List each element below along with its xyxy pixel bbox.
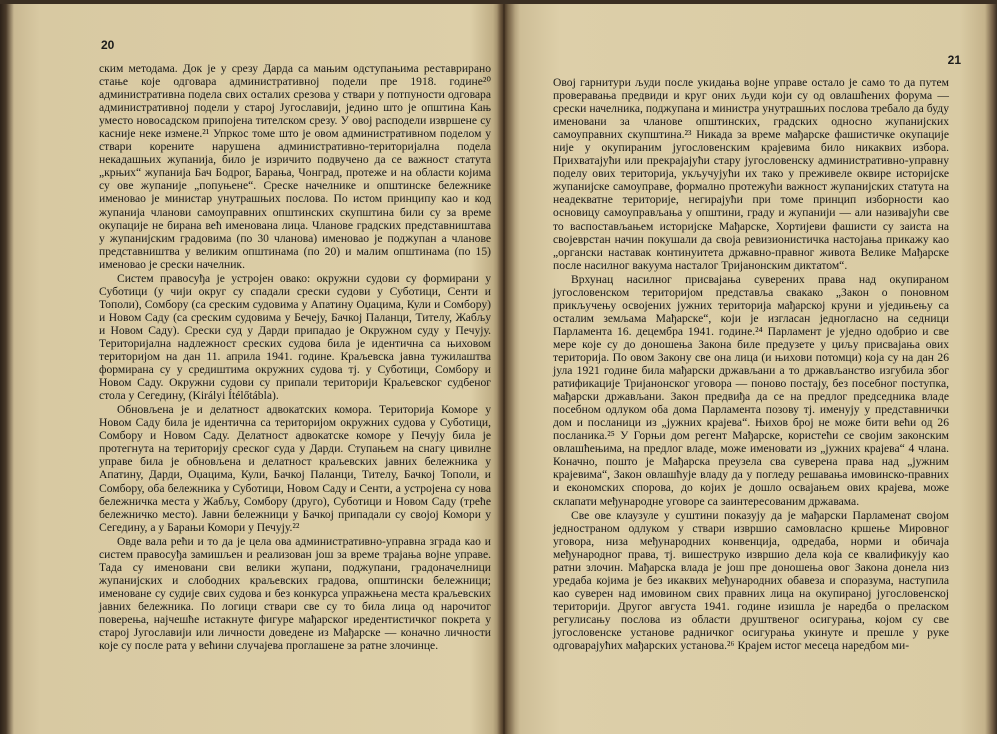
right-paragraph-1: Овој гарнитури људи после укидања војне управе остало је само то да путем проверавања предвиди и круг оних људи који су од овлашћених форума — срески начелника, поджупана и министра унутрашњих послова требало да буду именовани за чланове општинских, градских односно жупанијских самоуправних скупштина.²³ Никада за време мађарске фашистичке окупације није у окупираним југословенским крајевима било никаквих избора. Прихватајући или прекрајајући стару југословенску административно-управну поделу ових територија, укључујући их тако у преживеле оквире историјске жупанијске самоуправе, формално протежући важност жупанијских статута на неадекватне територије, негирајући при томе принцип изборности као основицу самоуправљања у општини, граду и жупанији — али називајући све то васпостављањем историјске Мађарске, Хортијеви фашисти су заиста на својеврстан начин покушали да своја ревизионистичка настојања прикажу као „органски наставак континуитета државно-правног живота Велике Мађарске после насилног вакуума насталог Тријанонским диктатом“. xyxy=(553,76,949,272)
right-page xyxy=(508,0,986,734)
left-paragraph-3: Обновљена је и делатност адвокатских комора. Територија Коморе у Новом Саду била је идентична са територијом окружних судова у Суботици, Сомбору и Новом Саду. Делатност адвокатске коморе у Печују била је протегнута на територију среског суда у Дарди. Ступањем на снагу цивилне управе била је обновљена и делатност краљевских јавних бележника у Апатину, Дарди, Оџацима, Кули, Бачкој Паланци, Тителу, Бачкој Тополи, и Сомбору, оба бележника у Суботици, Новом Саду и Сенти, а устројена су нова бележничка места у Жабљу, Сомбору (друго), Суботици и Новом Саду (треће бележничко место). Јавни бележници у Бачкој припадали су својој Комори у Сегедину, а у Барањи Комори у Печују.²² xyxy=(99,403,491,534)
left-paragraph-4: Овде вала рећи и то да је цела ова административно-управна зграда као и систем правосуђа замишљен и реализован још за време трајања војне управе. Тада су именовани сви велики жупани, поджупани, градоначелници жупанијских и слободних краљевских градова, општински бележници; именоване су судије свих судова и без конкурса упражњена места краљевских јавних бележника. По логици ствари све су то била лица од нарочитог поверења, најчешће истакнуте фигуре мађарског иредентистичког покрета у старој Југославији или личности доведене из Мађарске — коначно личности које су после рата у већини случајева проглашене за ратне злочинце. xyxy=(99,534,491,653)
right-paragraph-2: Врхунац насилног присвајања суверених права над окупираном југословенском територијом представља свакако „Закон о поновном прикључењу освојених јужних територија мађарској круни и уједињењу са осталим земљама Мађарске“, који је изгласан једногласно на седници Парламента 16. децембра 1941. године.²⁴ Парламент је уједно одобрио и све мере које су до доношења Закона биле предузете у циљу присвајања ових територија. По овом Закону све она лица (и њихови потомци) која су на дан 26 јула 1921 године била мађарски држављани а то држављанство изгубила због ратификације Тријанонског уговора — поново постају, без посебног поступка, мађарски држављани. Закон предвиђа да се на предлог председника владе посебном одлуком оба дома Парламента позову тј. именују у представнички дом и посланици из „јужних крајева“. Њихов број не може бити већи од 26 посланика.²⁵ У Горњи дом регент Мађарске, користећи се својим законским овлашћењима, на предлог владе, може именовати из „јужних крајева“ 4 члана. Коначно, пошто је Мађарска преузела сва суверена права над „јужним крајевима“, Закон овлашћује владу да у погледу решавања имовинско-правних и економских спорова, до којих је дошло освајањем ових крајева, може склапати међународне уговоре са заинтересованим државама. xyxy=(553,272,949,508)
left-page-number: 20 xyxy=(101,38,115,52)
right-page-text xyxy=(553,76,949,653)
right-paragraph-3: Све ове клаузуле у суштини показују да је мађарски Парламенат својом једностраном одлуком у ствари извршио самовласно кршење Мировног уговора, низа међународних конвенција, одредаба, норми и обичаја међународног права, тј. вишеструко извршио дела која се квалификују као ратни злочин. Мађарска влада је још пре доношења овог Закона донела низ уредаба којима је без икаквих међународних обавеза и споразума, наступила као суверен над имовином свих правних лица на окупираној југословенској територији. Другог августа 1941. године изишла је наредба о преласком регулисању послова из области друштвеног осигурања, којом су све југословенске установе радничког осигурања укинуте и прешле у руке одговарајућих мађарских установа.²⁶ Крајем истог месеца наредбом ми- xyxy=(553,508,949,653)
left-page xyxy=(14,0,498,734)
left-paragraph-2: Систем правосуђа је устројен овако: окружни судови су формирани у Суботици (у чији округ су спадали срески судови у Суботици, Сенти и Тополи), Сомбору (са среским судовима у Апатину Оџацима, Кули и Сомбору) и Новом Саду (са среским судовима у Бечеју, Бачкој Паланци, Тителу, Жабљу и Новом Саду). Срески суд у Дарди припадао је Окружном суду у Печују. Територијална надлежност среских судова била је идентична са њиховом територијом на дан 11. априла 1941. године. Краљевска јавна тужилаштва формирана су у средиштима окружних судова тј. у Суботици, Сомбору и Новом Саду. Окружни судови су припали територији Краљевског судбеног стола у Сегедину, (Királyi Ítélőtábla). xyxy=(99,271,491,403)
left-paragraph-1: ским методама. Док је у срезу Дарда са мањим одступањима реставрирано стање које одговара административној подели пре 1918. године²⁰ административна подела свих осталих срезова у ствари у потпуности одговара административној подели у старој Југославији, једино што је општина Кањ уместо новосадском припојена тителском срезу. У овој расподели извршене су касније неке измене.²¹ Упркос томе што је овом административном поделом у ствари корените нарушена административно-територијална подела некадашњих жупанија, било је изричито подвучено да се важност статута „крњих“ жупанија Бач Бодрог, Барања, Чонград, протеже и на области којима су ове жупаније „попуњене“. Среске начелнике и општинске бележнике именовао је министар унутрашњих послова. По истом принципу као и код жупанија чланови самоуправних општинских скупштина били су за време окупације не бирана већ именована лица. Чланове градских представништава у жупанијским градовима (по 30 чланова) именовао је поджупан а чланове представништва у великим општинама (по 20) и малим општинама (по 15) именовао је срески начелник. xyxy=(99,62,491,271)
left-page-text xyxy=(99,62,491,653)
right-page-number: 21 xyxy=(947,53,961,67)
